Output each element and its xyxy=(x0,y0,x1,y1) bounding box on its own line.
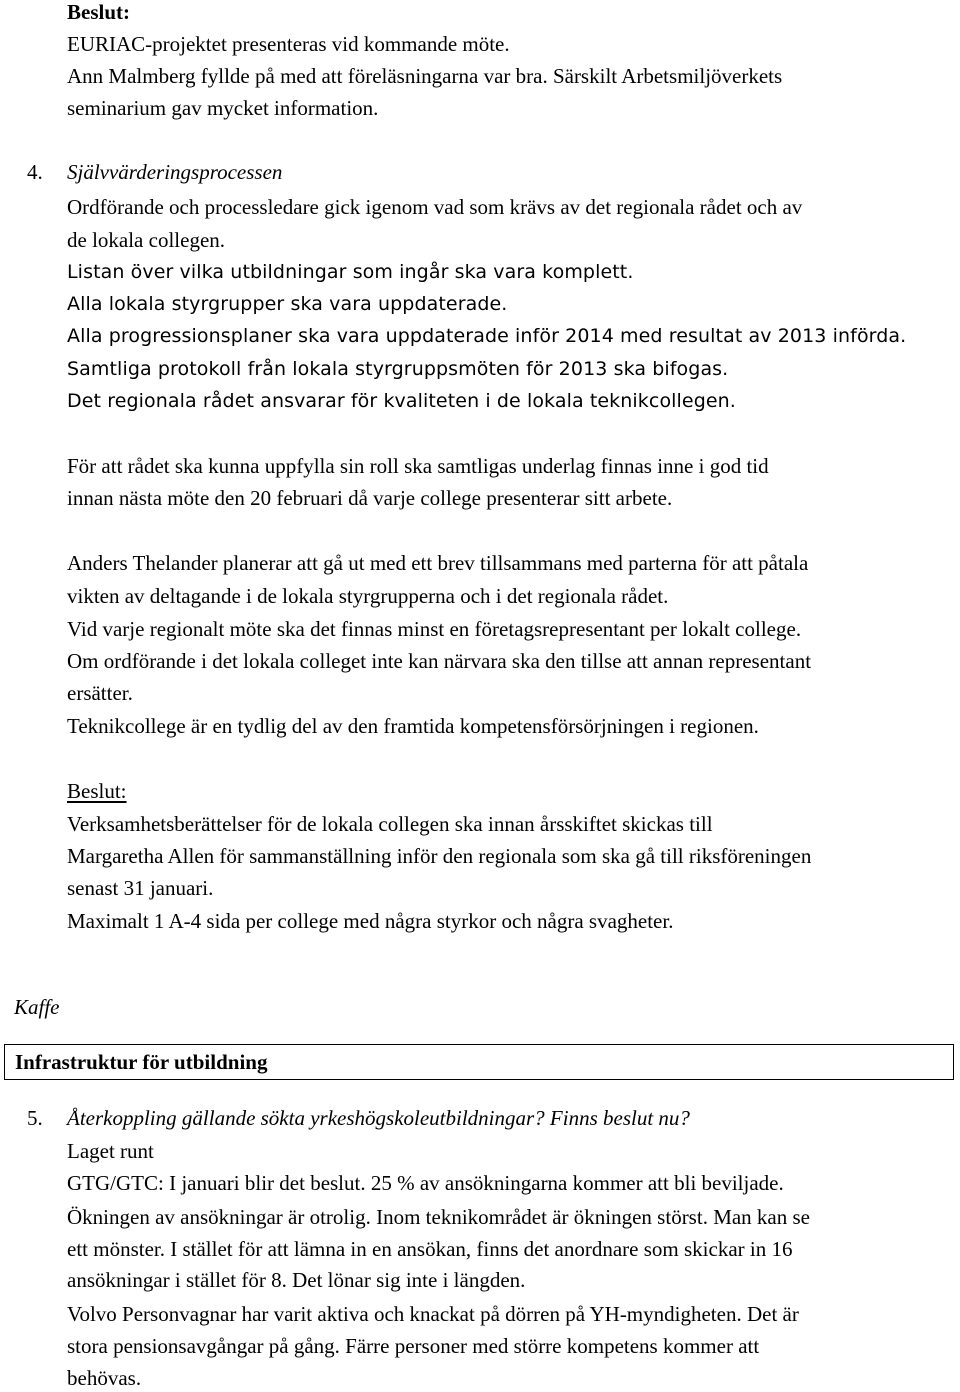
kaffe-break: Kaffe xyxy=(14,995,60,1019)
beslut-line: EURIAC-projektet presenteras vid kommande möte. xyxy=(67,32,510,56)
paragraph-line: ansökningar i stället för 8. Det lönar sig inte i längden. xyxy=(67,1268,526,1292)
beslut-line: Verksamhetsberättelser för de lokala collegen ska innan årsskiftet skickas till xyxy=(67,812,713,836)
beslut-line: Margaretha Allen för sammanställning inför den regionala som ska gå till riksföreningen xyxy=(67,844,812,868)
paragraph-line: vikten av deltagande i de lokala styrgrupperna och i det regionala rådet. xyxy=(67,584,669,608)
beslut-line: seminarium gav mycket information. xyxy=(67,96,379,120)
paragraph-line: de lokala collegen. xyxy=(67,228,226,252)
paragraph-line: stora pensionsavgångar på gång. Färre personer med större kompetens kommer att xyxy=(67,1334,760,1358)
beslut-heading: Beslut: xyxy=(67,779,127,803)
paragraph-line: Anders Thelander planerar att gå ut med ett brev tillsammans med parterna för att påtala xyxy=(67,551,809,575)
checklist-line: Samtliga protokoll från lokala styrgruppsmöten för 2013 ska bifogas. xyxy=(67,358,729,380)
item-title: Självvärderingsprocessen xyxy=(67,160,283,184)
paragraph-line: Laget runt xyxy=(67,1139,154,1163)
section-header-box xyxy=(4,1044,954,1080)
paragraph-line: Volvo Personvagnar har varit aktiva och knackat på dörren på YH-myndigheten. Det är xyxy=(67,1302,799,1326)
beslut-line: Ann Malmberg fyllde på med att föreläsningarna var bra. Särskilt Arbetsmiljöverkets xyxy=(67,64,783,88)
section-header: Infrastruktur för utbildning xyxy=(15,1050,268,1074)
paragraph-line: Ökningen av ansökningar är otrolig. Inom teknikområdet är ökningen störst. Man kan se xyxy=(67,1205,810,1229)
checklist-line: Alla lokala styrgrupper ska vara uppdaterade. xyxy=(67,293,508,315)
beslut-heading-top: Beslut: xyxy=(67,0,130,24)
checklist-line: Listan över vilka utbildningar som ingår ska vara komplett. xyxy=(67,261,634,283)
paragraph-line: behövas. xyxy=(67,1366,142,1390)
paragraph-line: Ordförande och processledare gick igenom vad som krävs av det regionala rådet och av xyxy=(67,195,803,219)
paragraph-line: Vid varje regionalt möte ska det finnas minst en företagsrepresentant per lokalt college. xyxy=(67,617,802,641)
checklist-line: Alla progressionsplaner ska vara uppdaterade inför 2014 med resultat av 2013 införda. xyxy=(67,325,907,347)
paragraph-line: ett mönster. I stället för att lämna in en ansökan, finns det anordnare som skickar in 16 xyxy=(67,1237,793,1261)
item-number: 4. xyxy=(27,160,43,184)
beslut-line: senast 31 januari. xyxy=(67,876,214,900)
item-number: 5. xyxy=(27,1106,43,1130)
checklist-line: Det regionala rådet ansvarar för kvaliteten i de lokala teknikcollegen. xyxy=(67,390,736,412)
beslut-line: Maximalt 1 A-4 sida per college med några styrkor och några svagheter. xyxy=(67,909,674,933)
paragraph-line: Teknikcollege är en tydlig del av den framtida kompetensförsörjningen i regionen. xyxy=(67,714,759,738)
paragraph-line: För att rådet ska kunna uppfylla sin roll ska samtligas underlag finnas inne i god tid xyxy=(67,454,769,478)
paragraph-line: GTG/GTC: I januari blir det beslut. 25 % av ansökningarna kommer att bli beviljade. xyxy=(67,1171,784,1195)
item-title: Återkoppling gällande sökta yrkeshögskoleutbildningar? Finns beslut nu? xyxy=(67,1106,690,1130)
paragraph-line: ersätter. xyxy=(67,681,133,705)
paragraph-line: innan nästa möte den 20 februari då varje college presenterar sitt arbete. xyxy=(67,486,673,510)
paragraph-line: Om ordförande i det lokala colleget inte kan närvara ska den tillse att annan representant xyxy=(67,649,812,673)
